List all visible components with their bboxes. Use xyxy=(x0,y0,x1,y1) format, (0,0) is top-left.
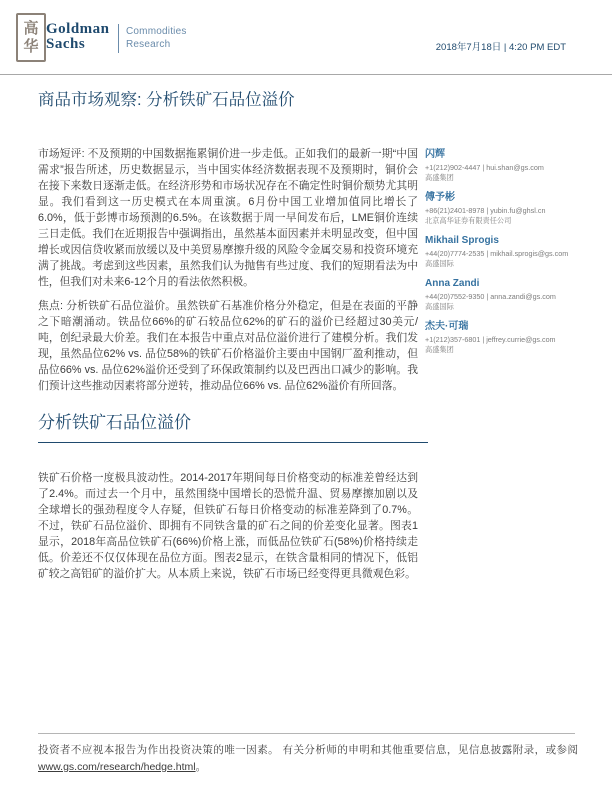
division-line1: Commodities xyxy=(126,26,187,37)
analyst-name: Anna Zandi xyxy=(425,278,480,289)
analyst-name: 傅予彬 xyxy=(425,192,455,203)
section-heading: 分析铁矿石品位溢价 xyxy=(38,408,428,443)
gaohua-seal-logo-icon xyxy=(16,13,46,62)
paragraph-focus: 焦点: 分析铁矿石品位溢价。虽然铁矿石基准价格分外稳定，但是在表面的平静之下暗潮涌动。铁品位66%的矿石较品位62%的矿石的溢价已经超过30美元/吨，创纪录最大价差。我们在本报告中重点对品位溢价进行了建模分析。我们发现，虽然品位62% vs. 品位58%的铁矿石价格溢价主要由中国钢厂盈利推动，但品位66% vs. 品位62%溢价还受到了环保政策制约以及巴西出口减少的影响。我们预计这些推动因素将部分逆转，推动品位66% vs. 品位62%溢价有所回落。 xyxy=(38,300,418,392)
page-title: 商品市场观察: 分析铁矿石品位溢价 xyxy=(38,91,295,109)
analyst-contact: +86(21)2401-8978 | yubin.fu@ghsl.cn xyxy=(425,206,546,215)
analyst-sidebar xyxy=(425,149,577,364)
logo-char-top: 高 xyxy=(23,19,39,37)
brand-line1: Goldman xyxy=(46,21,110,37)
analyst-name: Mikhail Sprogis xyxy=(425,235,499,246)
analyst-firm: 高盛国际 xyxy=(425,259,454,268)
goldman-sachs-wordmark xyxy=(46,22,110,52)
analyst-contact: +1(212)357-6801 | jeffrey.currie@gs.com xyxy=(425,335,556,344)
analyst-name: 闪辉 xyxy=(425,149,445,160)
brand-divider xyxy=(118,24,119,53)
footer-divider xyxy=(38,733,575,734)
division-label xyxy=(126,25,187,51)
disclaimer-text: 投资者不应视本报告为作出投资决策的唯一因素。 有关分析师的申明和其他重要信息，见信息披露附录，或参阅 xyxy=(38,744,578,756)
analyst-firm: 高盛集团 xyxy=(425,345,454,354)
brand-line2: Sachs xyxy=(46,36,86,52)
main-column xyxy=(38,146,418,590)
paragraph-section-body: 铁矿石价格一度极具波动性。2014-2017年期间每日价格变动的标准差曾经达到了2.4%。而过去一个月中，虽然围绕中国增长的恐慌升温、贸易摩擦加剧以及全球增长的强劲程度令人存疑，但铁矿石每日价格变动的标准差降到了0.7%。不过，铁矿石品位溢价、即拥有不同铁含量的矿石之间的价差变化显著。图表1显示，2018年高品位铁矿石(66%)价格上涨，而低品位铁矿石(58%)价格持续走低。价差还不仅仅体现在品位方面。图表2显示，在铁含量相同的情况下，低铝矿较之高铝矿的溢价扩大。从本质上来说，铁矿石市场已经变得更具微观色彩。 xyxy=(38,472,418,580)
division-line2: Research xyxy=(126,39,171,50)
footer-disclaimer xyxy=(38,742,578,776)
analyst-contact: +1(212)902-4447 | hui.shan@gs.com xyxy=(425,163,544,172)
report-datetime: 2018年7月18日 | 4:20 PM EDT xyxy=(435,42,566,53)
hedge-disclosure-link[interactable]: www.gs.com/research/hedge.html xyxy=(38,761,196,773)
analyst-card xyxy=(425,149,577,182)
logo-char-bottom: 华 xyxy=(23,37,39,55)
analyst-card xyxy=(425,278,577,311)
analyst-contact: +44(20)7774-2535 | mikhail.sprogis@gs.com xyxy=(425,249,569,258)
analyst-name: 杰夫·可瑞 xyxy=(425,321,469,332)
analyst-firm: 高盛国际 xyxy=(425,302,454,311)
analyst-firm: 高盛集团 xyxy=(425,173,454,182)
header-divider xyxy=(0,74,612,75)
analyst-contact: +44(20)7552-9350 | anna.zandi@gs.com xyxy=(425,292,556,301)
paragraph-market-comment: 市场短评: 不及预期的中国数据拖累铜价进一步走低。正如我们的最新一期“中国需求”报告所述，历史数据显示，当中国实体经济数据表现不及预期时，铜价会在接下来数日逐渐走低。在经济形势和市场状况存在不确定性时铜价颓势尤其明显。我们看到这一历史模式在本周重演。6月份中国工业增加值同比增长了6.0%，低于彭博市场预测的6.5%。在该数据于周一早间发布后，LME铜价连续三日走低。我们在近期报告中强调指出，虽然基本面因素并未明显改变，但中国增长或因信贷收紧而放缓以及中美贸易摩擦升级的风险令金属交易和投资环境充满了挑战。考虑到这些因素，虽然我们认为抛售有些过度、我们的短期看法为中性，但我们对未来6-12个月的看法依然积极。 xyxy=(38,148,418,288)
disclaimer-period: 。 xyxy=(195,761,207,773)
analyst-card xyxy=(425,321,577,354)
analyst-card xyxy=(425,192,577,225)
analyst-card xyxy=(425,235,577,268)
analyst-firm: 北京高华证券有限责任公司 xyxy=(425,216,512,225)
